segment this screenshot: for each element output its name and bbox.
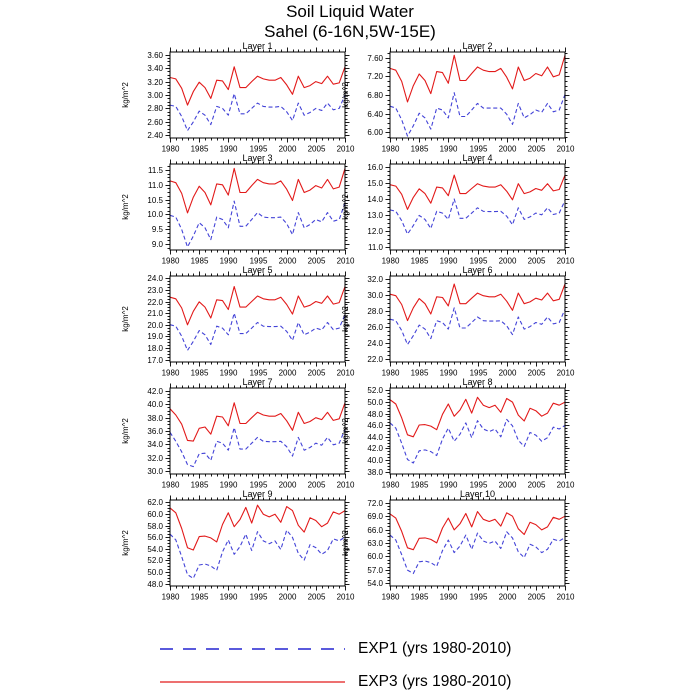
y-tick-label: 24.0 [367,339,383,349]
y-tick-label: 48.0 [147,580,163,590]
axis-ticks [386,272,570,367]
exp3-series-line [170,403,345,441]
y-tick-label: 66.0 [367,526,383,536]
x-tick-label: 2000 [278,256,297,266]
chart-layer-8 [335,378,575,490]
axis-ticks [386,496,570,591]
x-tick-label: 2000 [498,480,517,490]
x-tick-label: 1995 [249,480,268,490]
x-tick-label: 1985 [410,144,429,154]
x-tick-label: 1990 [439,480,458,490]
exp3-series-line [170,168,345,213]
x-tick-label: 2005 [307,144,326,154]
y-tick-label: 69.0 [367,512,383,522]
x-tick-label: 1995 [469,144,488,154]
y-tick-label: 24.0 [147,274,163,284]
chart-layer-4 [335,154,575,266]
exp3-series-line [390,284,565,321]
x-tick-label: 2010 [556,144,575,154]
y-tick-label: 12.0 [367,227,383,237]
x-tick-label: 1995 [249,592,268,602]
x-tick-label: 1980 [381,592,400,602]
legend-label-exp1: EXP1 (yrs 1980-2010) [358,640,512,657]
y-tick-label: 2.40 [147,131,163,141]
y-axis-unit-label: kg/m^2 [121,418,130,444]
x-tick-label: 1980 [161,256,180,266]
x-tick-label: 2000 [498,368,517,378]
x-tick-label: 1995 [249,144,268,154]
x-tick-label: 1985 [190,256,209,266]
y-tick-label: 42.0 [147,387,163,397]
y-tick-label: 19.0 [147,332,163,342]
x-tick-label: 2005 [307,480,326,490]
x-tick-label: 2010 [556,256,575,266]
figure-title-line2: Sahel (6-16N,5W-15E) [264,22,436,41]
x-tick-label: 2000 [498,144,517,154]
legend-item-exp3 [160,669,511,695]
x-tick-label: 2005 [527,368,546,378]
plot-box [170,164,345,250]
exp1-series-line [390,532,565,574]
y-tick-label: 2.80 [147,104,163,114]
exp1-series-line [390,199,565,234]
figure-title-line1: Soil Liquid Water [286,2,414,21]
plot-box [390,276,565,362]
chart-layer-2 [335,42,575,154]
x-tick-label: 2005 [307,256,326,266]
y-tick-label: 10.0 [147,210,163,220]
axis-ticks [386,48,570,143]
y-axis-unit-label: kg/m^2 [341,530,350,556]
x-tick-label: 1980 [161,368,180,378]
panel-title: Layer 7 [242,378,273,387]
y-tick-label: 22.0 [147,298,163,308]
y-tick-label: 2.60 [147,118,163,128]
axis-ticks [166,272,350,367]
y-tick-label: 16.0 [367,163,383,173]
y-tick-label: 36.0 [147,427,163,437]
y-tick-label: 34.0 [147,440,163,450]
y-axis-unit-label: kg/m^2 [121,306,130,332]
panel-title: Layer 6 [462,266,493,275]
y-tick-label: 6.00 [367,128,383,138]
y-tick-label: 52.0 [367,386,383,396]
x-tick-label: 2005 [307,592,326,602]
y-tick-label: 72.0 [367,499,383,509]
exp1-series-line [170,313,345,350]
axis-ticks [166,160,350,255]
y-tick-label: 30.0 [147,467,163,477]
x-tick-label: 1980 [381,144,400,154]
y-tick-label: 58.0 [147,522,163,532]
x-tick-label: 1985 [410,256,429,266]
panel-title: Layer 3 [242,154,273,163]
x-tick-label: 2010 [336,144,355,154]
plot-box [390,164,565,250]
y-tick-label: 10.5 [147,196,163,206]
panel-title: Layer 8 [462,378,493,387]
chart-layer-10 [335,490,575,602]
x-tick-label: 1980 [381,256,400,266]
y-tick-label: 54.0 [367,579,383,589]
x-tick-label: 2010 [556,480,575,490]
x-tick-label: 1990 [219,368,238,378]
exp1-dashed-line-sample [160,646,345,652]
legend-label-exp3: EXP3 (yrs 1980-2010) [358,673,512,690]
y-axis-unit-label: kg/m^2 [121,530,130,556]
panel-title: Layer 9 [242,490,273,499]
x-tick-label: 1990 [219,592,238,602]
y-tick-label: 62.0 [147,498,163,508]
y-tick-label: 40.0 [367,456,383,466]
y-tick-label: 30.0 [367,291,383,301]
x-tick-label: 1980 [161,144,180,154]
y-tick-label: 22.0 [367,355,383,365]
chart-layer-1 [115,42,355,154]
x-tick-label: 2000 [278,368,297,378]
x-tick-label: 1995 [469,592,488,602]
y-tick-label: 42.0 [367,444,383,454]
y-tick-label: 9.0 [151,240,163,250]
x-tick-label: 2010 [336,592,355,602]
chart-layer-9 [115,490,355,602]
x-tick-label: 2005 [307,368,326,378]
y-axis-unit-label: kg/m^2 [341,418,350,444]
x-tick-label: 1985 [190,368,209,378]
exp1-series-line [170,94,345,131]
axis-ticks [166,496,350,591]
y-tick-label: 6.80 [367,91,383,101]
plot-box [170,276,345,362]
x-tick-label: 1980 [381,480,400,490]
x-tick-label: 1990 [219,256,238,266]
y-tick-label: 32.0 [147,454,163,464]
y-tick-label: 28.0 [367,307,383,317]
exp1-series-line [390,308,565,345]
panel-title: Layer 10 [459,490,496,499]
x-tick-label: 1980 [161,592,180,602]
x-tick-label: 2005 [527,480,546,490]
x-tick-label: 1995 [469,480,488,490]
x-tick-label: 2005 [527,592,546,602]
y-tick-label: 46.0 [367,421,383,431]
x-tick-label: 2010 [556,592,575,602]
y-tick-label: 60.0 [367,552,383,562]
x-tick-label: 2010 [336,368,355,378]
axis-ticks [166,48,350,143]
x-tick-label: 1995 [249,368,268,378]
panel-title: Layer 4 [462,154,493,163]
exp1-series-line [170,201,345,247]
y-tick-label: 48.0 [367,410,383,420]
y-tick-label: 63.0 [367,539,383,549]
x-tick-label: 2010 [336,480,355,490]
y-tick-label: 17.0 [147,356,163,366]
y-tick-label: 60.0 [147,510,163,520]
x-tick-label: 2010 [336,256,355,266]
exp3-series-line [170,505,345,550]
y-axis-unit-label: kg/m^2 [121,194,130,220]
y-tick-label: 50.0 [147,568,163,578]
chart-layer-5 [115,266,355,378]
x-tick-label: 1985 [410,480,429,490]
y-tick-label: 32.0 [367,275,383,285]
x-tick-label: 2000 [498,256,517,266]
exp3-solid-line-sample [160,679,345,685]
y-tick-label: 20.0 [147,321,163,331]
x-tick-label: 1985 [190,480,209,490]
y-tick-label: 3.20 [147,78,163,88]
x-tick-label: 2005 [527,256,546,266]
exp1-series-line [170,530,345,578]
plot-box [390,52,565,138]
y-tick-label: 18.0 [147,344,163,354]
y-tick-label: 3.00 [147,91,163,101]
exp3-series-line [390,397,565,437]
y-tick-label: 40.0 [147,400,163,410]
y-tick-label: 38.0 [147,414,163,424]
y-tick-label: 13.0 [367,211,383,221]
panel-title: Layer 2 [462,42,493,51]
x-tick-label: 1985 [410,592,429,602]
axis-ticks [166,384,350,479]
panel-title: Layer 5 [242,266,273,275]
x-tick-label: 1995 [249,256,268,266]
x-tick-label: 1990 [439,256,458,266]
y-tick-label: 57.0 [367,566,383,576]
x-tick-label: 1990 [439,368,458,378]
y-axis-unit-label: kg/m^2 [121,82,130,108]
y-tick-label: 26.0 [367,323,383,333]
y-tick-label: 15.0 [367,179,383,189]
y-tick-label: 14.0 [367,195,383,205]
axis-ticks [386,160,570,255]
y-tick-label: 21.0 [147,309,163,319]
x-tick-label: 1985 [190,144,209,154]
x-tick-label: 1990 [439,144,458,154]
y-axis-unit-label: kg/m^2 [341,82,350,108]
x-tick-label: 2005 [527,144,546,154]
legend [160,636,511,700]
chart-layer-3 [115,154,355,266]
exp3-series-line [170,67,345,105]
y-tick-label: 3.40 [147,64,163,74]
exp3-series-line [390,512,565,550]
exp3-series-line [390,55,565,102]
x-tick-label: 1990 [219,144,238,154]
x-tick-label: 1990 [439,592,458,602]
x-tick-label: 1985 [190,592,209,602]
x-tick-label: 1985 [410,368,429,378]
y-axis-unit-label: kg/m^2 [341,194,350,220]
x-tick-label: 1980 [381,368,400,378]
y-tick-label: 7.60 [367,54,383,64]
y-tick-label: 7.20 [367,72,383,82]
y-tick-label: 44.0 [367,433,383,443]
y-tick-label: 9.5 [151,225,163,235]
y-tick-label: 11.0 [148,181,163,191]
x-tick-label: 2010 [556,368,575,378]
chart-layer-7 [115,378,355,490]
y-tick-label: 3.60 [147,51,163,61]
x-tick-label: 1990 [219,480,238,490]
y-tick-label: 11.0 [368,243,383,253]
y-tick-label: 56.0 [147,533,163,543]
x-tick-label: 2000 [498,592,517,602]
plot-box [170,52,345,138]
y-tick-label: 52.0 [147,556,163,566]
x-tick-label: 1995 [469,368,488,378]
x-tick-label: 2000 [278,592,297,602]
exp1-series-line [390,93,565,136]
exp1-series-line [390,419,565,463]
x-tick-label: 2000 [278,144,297,154]
y-tick-label: 50.0 [367,398,383,408]
panel-title: Layer 1 [242,42,273,51]
y-tick-label: 11.5 [148,166,163,176]
y-tick-label: 38.0 [367,468,383,478]
x-tick-label: 2000 [278,480,297,490]
exp3-series-line [170,287,345,325]
x-tick-label: 1980 [161,480,180,490]
y-tick-label: 54.0 [147,545,163,555]
x-tick-label: 1995 [469,256,488,266]
chart-layer-6 [335,266,575,378]
y-tick-label: 6.40 [367,110,383,120]
y-tick-label: 23.0 [147,286,163,296]
legend-item-exp1 [160,636,511,662]
y-axis-unit-label: kg/m^2 [341,306,350,332]
exp3-series-line [390,175,565,209]
